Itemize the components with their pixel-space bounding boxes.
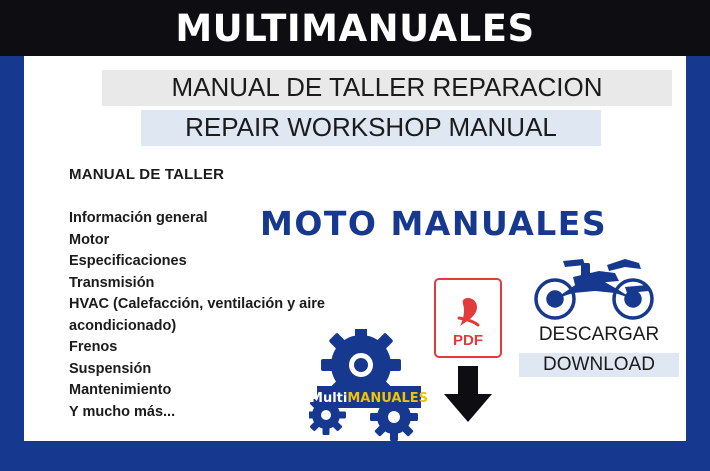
subheading: MANUAL DE TALLER	[69, 166, 225, 183]
top-banner	[0, 0, 710, 56]
moto-manuales-wordmark: MOTO MANUALES	[260, 204, 608, 243]
gear-logo-icon	[309, 329, 429, 441]
right-border-strip	[686, 56, 710, 471]
left-border-strip	[0, 56, 24, 471]
download-arrow-icon[interactable]	[442, 366, 494, 424]
content-card	[24, 56, 686, 441]
list-item: Y mucho más...	[69, 403, 176, 420]
list-item: Especificaciones	[69, 253, 187, 269]
list-item: Frenos	[69, 339, 118, 355]
pdf-label: PDF	[453, 332, 483, 349]
list-item: Motor	[69, 231, 110, 248]
motorcycle-icon	[529, 241, 659, 326]
pdf-file-icon[interactable]	[434, 278, 502, 358]
list-item: Información general	[69, 210, 208, 226]
heading-spanish: MANUAL DE TALLER REPARACION	[102, 70, 672, 106]
heading-english: REPAIR WORKSHOP MANUAL	[141, 110, 601, 146]
list-item: acondicionado)	[69, 317, 177, 334]
bottom-border-strip	[0, 441, 710, 471]
svg-text:MultiMANUALES: MultiMANUALES	[310, 391, 428, 406]
brand-title: MULTIMANUALES	[175, 6, 535, 50]
pdf-swirl-icon	[451, 296, 485, 330]
list-item: Mantenimiento	[69, 382, 172, 398]
list-item: HVAC (Calefacción, ventilación y aire	[69, 296, 325, 312]
download-label: DOWNLOAD	[519, 353, 679, 377]
list-item: Transmisión	[69, 274, 155, 291]
list-item: Suspensión	[69, 360, 152, 377]
descargar-label: DESCARGAR	[538, 324, 660, 345]
